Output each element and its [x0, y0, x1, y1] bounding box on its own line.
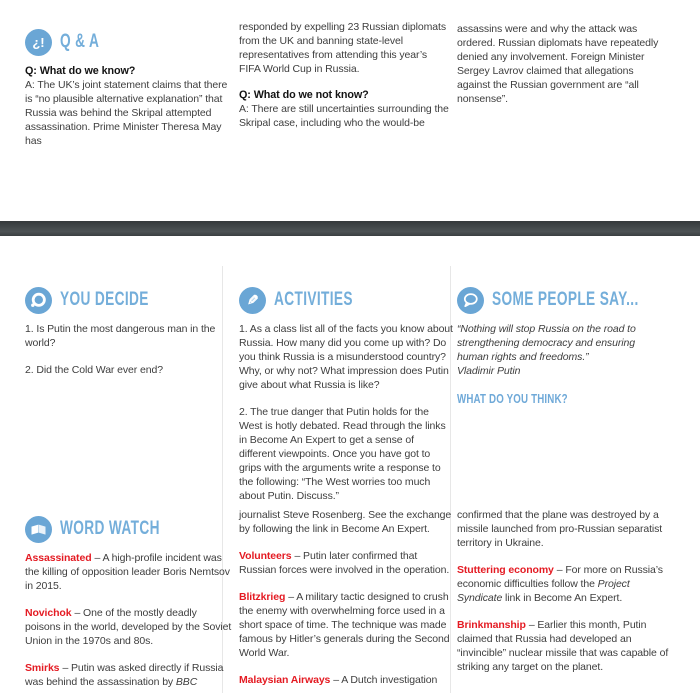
word-watch-entry	[457, 563, 671, 605]
qa-answer-2: A: There are still uncertainties surrounding the Skripal case, including who the would-be	[239, 103, 449, 129]
pencil-icon	[239, 287, 266, 314]
pencil-icon-glyph: ✎	[246, 292, 259, 308]
definition-text: – One of the mostly deadly poisons in the world, developed by the Soviet Union in the 1970s and 80s.	[25, 607, 232, 647]
qa-answer-1: A: The UK’s joint statement claims that there is “no plausible alternative explanation” that Russia was behind the Skripal attempted assassination. Prime Minister Theresa May has	[25, 79, 228, 147]
circular-speech-ring-icon	[25, 287, 52, 314]
activities-header	[239, 286, 453, 314]
definition-text: – Earlier this month, Putin claimed that Russia had developed an “invincible” nuclear missile that was capable of striking any target on the planet.	[457, 619, 669, 673]
what-do-you-think-prompt: WHAT DO YOU THINK?	[457, 392, 568, 406]
word-watch-column-2	[239, 508, 453, 693]
qa-icon-glyph: ¿!	[32, 34, 45, 50]
definition-text: – A military tactic designed to crush the enemy with overwhelming force used in a short space of time. The technique was made famous by Hitler’s generals during the Second World War.	[239, 591, 450, 659]
some-people-say-section	[457, 286, 669, 406]
definition-italic: Project Syndicate	[457, 578, 630, 604]
qa-column-3	[457, 22, 669, 119]
qa-icon	[25, 29, 52, 56]
activities-item-2: 2. The true danger that Putin holds for the West is hotly debated. Read through the links in Become An Expert to get a sense of different viewpoints. Once you have got to grips with the arguments write a response to the following: “The West worries too much about Putin. Discuss.”	[239, 406, 446, 502]
activities-title: ACTIVITIES	[274, 289, 353, 310]
you-decide-section	[25, 286, 231, 390]
section-divider-bar	[0, 221, 700, 236]
qa-section-header	[25, 28, 231, 56]
qa-column-2	[239, 20, 451, 143]
word-watch-entry	[25, 661, 233, 689]
definition-text: – A high-profile incident was the killing of opposition leader Boris Nemtsov in 2015.	[25, 552, 230, 592]
word-watch-entry	[239, 590, 453, 660]
word-watch-column-1	[25, 515, 233, 693]
qa-section-title: Q & A	[60, 31, 100, 52]
word-watch-entry	[239, 549, 453, 577]
qa-answer-2-continuation: assassins were and why the attack was ordered. Russian diplomats have repeatedly denied any involvement. Foreign Minister Sergey Lavrov claimed that allegations against the Russian government are “all nonsense”.	[457, 23, 659, 105]
definition-italic: BBC	[175, 676, 198, 688]
term-volunteers: Volunteers	[239, 550, 292, 562]
term-brinkmanship: Brinkmanship	[457, 619, 526, 631]
quote-text: “Nothing will stop Russia on the road to strengthening democracy and ensuring human rights and freedoms.”	[457, 323, 636, 363]
you-decide-item-1: 1. Is Putin the most dangerous man in the world?	[25, 323, 216, 349]
definition-text: – Putin was asked directly if Russia was behind the assassination by	[25, 662, 224, 688]
you-decide-title: YOU DECIDE	[60, 289, 149, 310]
term-novichok: Novichok	[25, 607, 72, 619]
word-watch-continuation: confirmed that the plane was destroyed by a missile launched from pro-Russian separatist territory in Ukraine.	[457, 509, 663, 549]
qa-question-2-label: Q: What do we not know?	[239, 89, 369, 101]
definition-text: – A Dutch investigation	[333, 674, 438, 686]
word-watch-entry	[457, 618, 671, 674]
some-people-say-header	[457, 286, 669, 314]
quote-attribution: Vladimir Putin	[457, 365, 521, 377]
activities-section	[239, 286, 453, 516]
term-smirks: Smirks	[25, 662, 60, 674]
qa-question-1-label: Q: What do we know?	[25, 65, 136, 77]
qa-column-1	[25, 28, 231, 161]
word-watch-column-3	[457, 508, 671, 687]
term-blitzkrieg: Blitzkrieg	[239, 591, 286, 603]
you-decide-icon-svg	[30, 292, 47, 309]
term-malaysian-airways: Malaysian Airways	[239, 674, 331, 686]
you-decide-header	[25, 286, 231, 314]
open-book-svg	[30, 522, 47, 537]
word-watch-header	[25, 515, 233, 543]
term-assassinated: Assassinated	[25, 552, 92, 564]
definition-text: – Putin later confirmed that Russian forces were involved in the operation.	[239, 550, 450, 576]
qa-answer-1-continuation: responded by expelling 23 Russian diplomats from the UK and banning state-level representatives from attending this year’s FIFA World Cup in Russia.	[239, 21, 446, 75]
word-watch-continuation: journalist Steve Rosenberg. See the exchange by following the link in Become An Expert.	[239, 509, 452, 535]
word-watch-entry	[25, 551, 233, 593]
definition-text: – For more on Russia’s economic difficulties follow the	[457, 564, 663, 590]
speech-bubble-outline-icon	[457, 287, 484, 314]
word-watch-entry	[25, 606, 233, 648]
speech-bubble-svg	[462, 292, 479, 309]
definition-text: link in Become An Expert.	[502, 592, 623, 604]
term-stuttering-economy: Stuttering economy	[457, 564, 554, 576]
activities-item-1: 1. As a class list all of the facts you know about Russia. How many did you come up with? Do you think Russia is a misunderstood country? Why, or why not? What impression does Putin give about what Russia is like?	[239, 323, 453, 391]
word-watch-title: WORD WATCH	[60, 518, 160, 539]
you-decide-item-2: 2. Did the Cold War ever end?	[25, 364, 163, 376]
open-book-icon	[25, 516, 52, 543]
word-watch-entry	[239, 673, 453, 687]
some-people-say-title: SOME PEOPLE SAY...	[492, 289, 639, 310]
